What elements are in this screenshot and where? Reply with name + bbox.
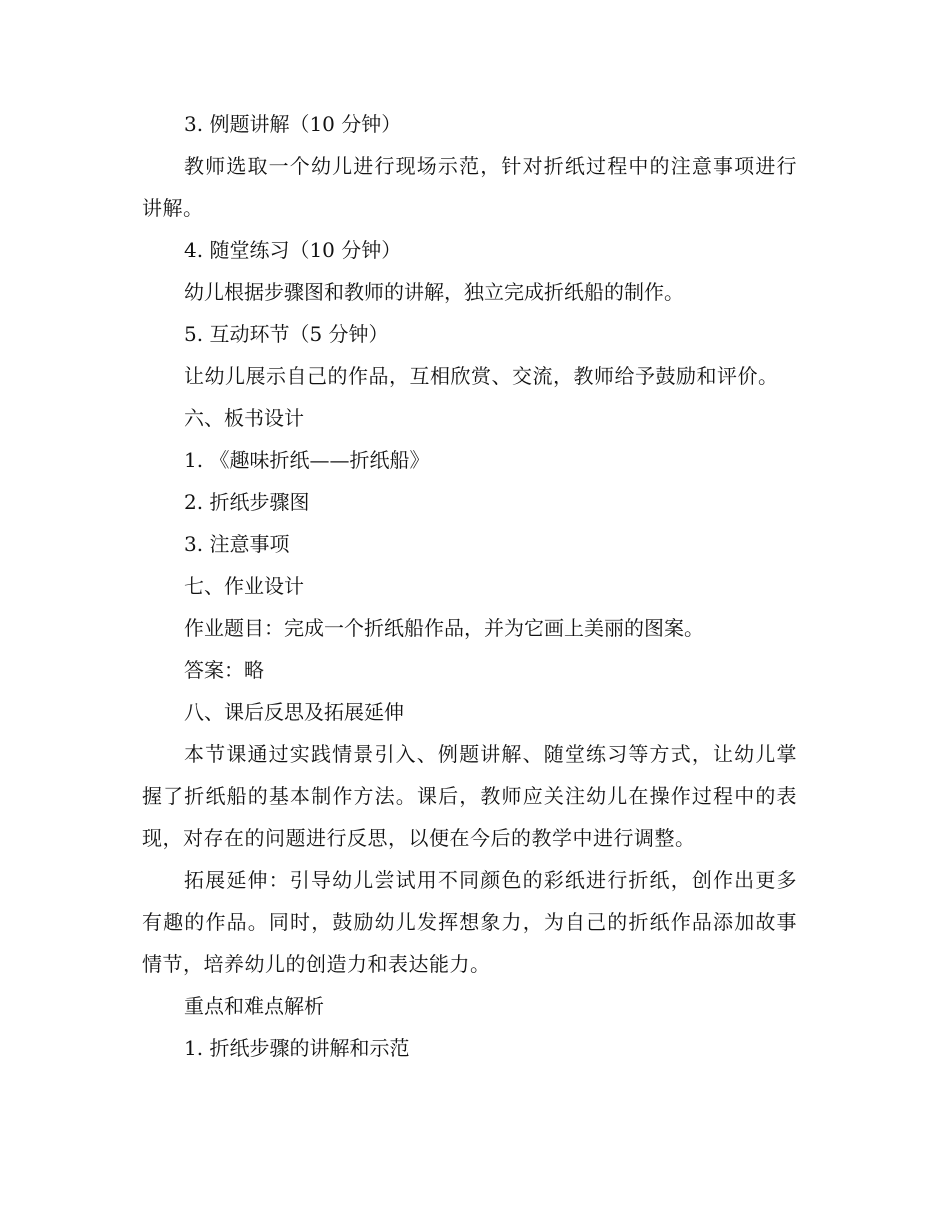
board-item-1: 1. 《趣味折纸——折纸船》 bbox=[184, 448, 430, 472]
paragraph-example: 教师选取一个幼儿进行现场示范，针对折纸过程中的注意事项进行讲解。 bbox=[142, 154, 797, 220]
paragraph-extension: 拓展延伸：引导幼儿尝试用不同颜色的彩纸进行折纸，创作出更多有趣的作品。同时，鼓励幼儿发挥想象力，为自己的折纸作品添加故事情节，培养幼儿的创造力和表达能力。 bbox=[142, 868, 797, 976]
board-item-2: 2. 折纸步骤图 bbox=[184, 490, 310, 514]
board-item-3: 3. 注意事项 bbox=[184, 532, 290, 556]
paragraph-reflection: 本节课通过实践情景引入、例题讲解、随堂练习等方式，让幼儿掌握了折纸船的基本制作方法。课后，教师应关注幼儿在操作过程中的表现，对存在的问题进行反思，以便在今后的教学中进行调整。 bbox=[142, 742, 797, 850]
section-heading-homework: 七、作业设计 bbox=[184, 574, 304, 598]
section-heading-practice: 4. 随堂练习（10 分钟） bbox=[184, 238, 402, 262]
section-heading-key-points: 重点和难点解析 bbox=[184, 994, 324, 1018]
document-page bbox=[142, 103, 797, 1069]
section-heading-interaction: 5. 互动环节（5 分钟） bbox=[184, 322, 389, 346]
section-heading-reflection: 八、课后反思及拓展延伸 bbox=[184, 700, 404, 724]
paragraph-interaction: 让幼儿展示自己的作品，互相欣赏、交流，教师给予鼓励和评价。 bbox=[184, 364, 779, 388]
paragraph-practice: 幼儿根据步骤图和教师的讲解，独立完成折纸船的制作。 bbox=[184, 280, 684, 304]
homework-question: 作业题目：完成一个折纸船作品，并为它画上美丽的图案。 bbox=[184, 616, 704, 640]
section-heading-example: 3. 例题讲解（10 分钟） bbox=[184, 112, 402, 136]
section-heading-board: 六、板书设计 bbox=[184, 406, 304, 430]
homework-answer: 答案：略 bbox=[184, 658, 264, 682]
key-point-1: 1. 折纸步骤的讲解和示范 bbox=[184, 1036, 410, 1060]
